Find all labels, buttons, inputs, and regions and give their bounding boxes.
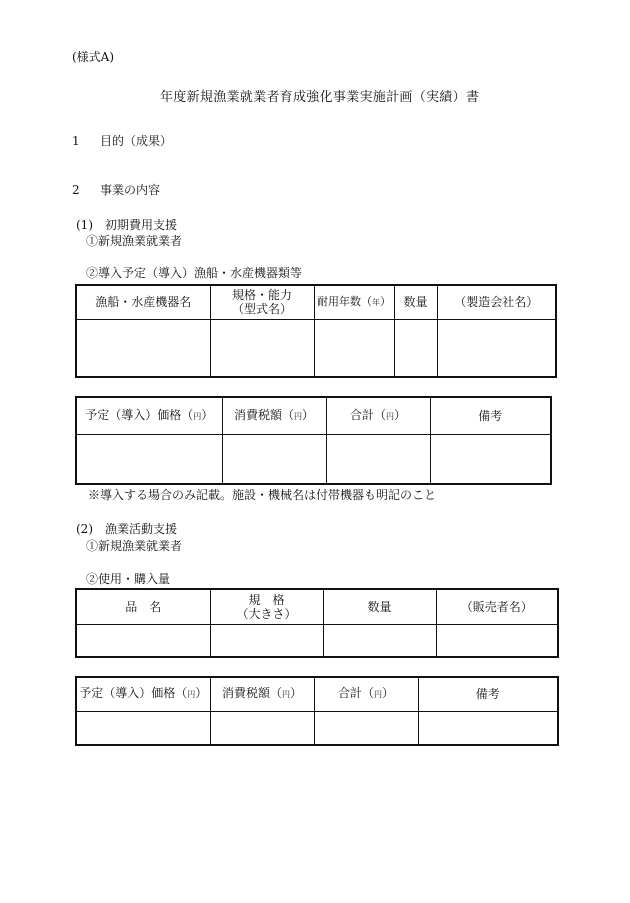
manufacturer-header: （製造会社名） bbox=[437, 285, 556, 319]
price-table-header bbox=[76, 397, 551, 434]
activity-total-header bbox=[314, 677, 418, 711]
size-spec-line1: 規 格 bbox=[248, 592, 285, 607]
seller-header: （販売者名） bbox=[436, 589, 558, 624]
seller-cell[interactable] bbox=[436, 624, 558, 657]
activity-price-table-header bbox=[76, 677, 558, 711]
fishing-sub-1: ①新規漁業就業者 bbox=[86, 539, 183, 553]
usage-quantity-header: 数量 bbox=[323, 589, 436, 624]
activity-planned-price-text: 予定（導入）価格（ bbox=[79, 686, 188, 701]
item-name-header: 品 名 bbox=[76, 589, 210, 624]
equipment-table bbox=[75, 284, 557, 378]
yen-unit: 円 bbox=[386, 411, 394, 421]
activity-total-cell[interactable] bbox=[314, 711, 418, 745]
planned-price-header bbox=[76, 397, 222, 434]
price-table-row bbox=[76, 434, 551, 484]
total-text: 合計（ bbox=[349, 407, 386, 422]
section-2-number: 2 bbox=[72, 183, 80, 197]
activity-price-table-row bbox=[76, 711, 558, 745]
activity-total-close: ） bbox=[382, 686, 395, 701]
useful-life-cell[interactable] bbox=[314, 319, 394, 377]
section-1-number: 1 bbox=[72, 134, 80, 148]
yen-unit: 円 bbox=[374, 690, 382, 700]
yen-unit: 円 bbox=[282, 690, 290, 700]
tax-header bbox=[222, 397, 326, 434]
spec-cell[interactable] bbox=[210, 319, 314, 377]
activity-tax-text: 消費税額（ bbox=[221, 686, 282, 701]
activity-planned-price-cell[interactable] bbox=[76, 711, 210, 745]
equipment-name-cell[interactable] bbox=[76, 319, 210, 377]
tax-close: ） bbox=[302, 407, 315, 422]
yen-unit: 円 bbox=[187, 690, 196, 700]
initial-sub-2: ②導入予定（導入）漁船・水産機器類等 bbox=[86, 266, 303, 280]
equipment-table-row bbox=[76, 319, 556, 377]
activity-planned-price-header bbox=[76, 677, 210, 711]
activity-price-table bbox=[75, 676, 559, 746]
spec-header-line2: （型式名） bbox=[231, 302, 292, 317]
usage-table-header bbox=[76, 589, 558, 624]
manufacturer-cell[interactable] bbox=[437, 319, 556, 377]
initial-sub-1: ①新規漁業就業者 bbox=[86, 234, 183, 248]
useful-life-header-close: ） bbox=[380, 294, 391, 308]
activity-tax-cell[interactable] bbox=[210, 711, 314, 745]
tax-text: 消費税額（ bbox=[233, 407, 294, 422]
yen-unit: 円 bbox=[294, 411, 302, 421]
quantity-cell[interactable] bbox=[394, 319, 437, 377]
size-spec-cell[interactable] bbox=[210, 624, 323, 657]
initial-cost-heading: (1) 初期費用支援 bbox=[76, 218, 177, 232]
useful-life-header bbox=[314, 285, 394, 319]
section-2-label: 事業の内容 bbox=[100, 183, 161, 197]
total-header bbox=[326, 397, 430, 434]
section-1-label: 目的（成果） bbox=[100, 134, 173, 148]
useful-life-header-text: 耐用年数（ bbox=[317, 294, 372, 308]
total-cell[interactable] bbox=[326, 434, 430, 484]
equipment-table-header bbox=[76, 285, 556, 319]
usage-quantity-cell[interactable] bbox=[323, 624, 436, 657]
size-spec-header bbox=[210, 589, 323, 624]
activity-tax-header bbox=[210, 677, 314, 711]
fishing-sub-2: ②使用・購入量 bbox=[86, 572, 171, 586]
fishing-activity-heading: (2) 漁業活動支援 bbox=[76, 522, 177, 536]
activity-remarks-cell[interactable] bbox=[418, 711, 558, 745]
quantity-header: 数量 bbox=[394, 285, 437, 319]
yen-unit: 円 bbox=[193, 411, 202, 421]
tax-cell[interactable] bbox=[222, 434, 326, 484]
form-label: (様式A) bbox=[72, 50, 115, 64]
total-close: ） bbox=[394, 407, 407, 422]
initial-note: ※導入する場合のみ記載。施設・機械名は付帯機器も明記のこと bbox=[88, 488, 437, 502]
equipment-name-header: 漁船・水産機器名 bbox=[76, 285, 210, 319]
remarks-header: 備考 bbox=[430, 397, 551, 434]
document-title: 年度新規漁業就業者育成強化事業実施計画（実績）書 bbox=[160, 90, 480, 105]
spec-header bbox=[210, 285, 314, 319]
remarks-cell[interactable] bbox=[430, 434, 551, 484]
activity-planned-price-close: ） bbox=[195, 686, 208, 701]
planned-price-text: 予定（導入）価格（ bbox=[85, 407, 194, 422]
activity-tax-close: ） bbox=[290, 686, 303, 701]
activity-total-text: 合計（ bbox=[337, 686, 374, 701]
usage-table bbox=[75, 588, 559, 658]
price-table bbox=[75, 396, 552, 485]
spec-header-line1: 規格・能力 bbox=[231, 288, 292, 303]
year-unit: 年 bbox=[372, 297, 380, 307]
activity-remarks-header: 備考 bbox=[418, 677, 558, 711]
usage-table-row bbox=[76, 624, 558, 657]
planned-price-cell[interactable] bbox=[76, 434, 222, 484]
item-name-cell[interactable] bbox=[76, 624, 210, 657]
size-spec-line2: （大きさ） bbox=[236, 606, 297, 621]
planned-price-close: ） bbox=[201, 407, 214, 422]
